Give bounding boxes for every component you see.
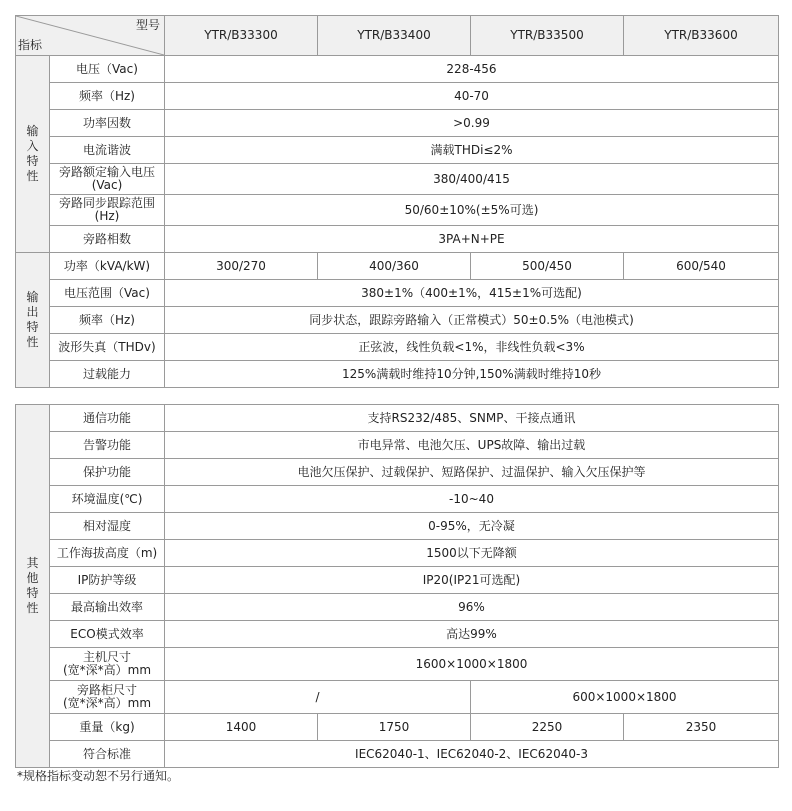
row-label: 符合标准: [50, 741, 165, 768]
row-label: 频率（Hz): [50, 307, 165, 334]
row-label: IP防护等级: [50, 567, 165, 594]
row-value: 228-456: [165, 56, 779, 83]
table-row: [16, 432, 779, 459]
model-column-header: YTR/B33600: [624, 16, 779, 56]
table-row: [16, 334, 779, 361]
row-label: 旁路柜尺寸 (宽*深*高）mm: [50, 681, 165, 714]
row-value: 电池欠压保护、过载保护、短路保护、过温保护、输入欠压保护等: [165, 459, 779, 486]
row-value: 同步状态，跟踪旁路输入（正常模式）50±0.5%（电池模式): [165, 307, 779, 334]
table-row: [16, 621, 779, 648]
table-row: [16, 741, 779, 768]
row-value: 1750: [318, 714, 471, 741]
table-row: [16, 486, 779, 513]
row-value: 3PA+N+PE: [165, 226, 779, 253]
row-value: 380±1%（400±1%，415±1%可选配): [165, 280, 779, 307]
row-label: 电流谐波: [50, 137, 165, 164]
row-value: IP20(IP21可选配): [165, 567, 779, 594]
row-label: 环境温度(℃): [50, 486, 165, 513]
table-row: [16, 567, 779, 594]
row-label: 保护功能: [50, 459, 165, 486]
row-value: 2350: [624, 714, 779, 741]
row-value: 400/360: [318, 253, 471, 280]
table-row: [16, 648, 779, 681]
index-header-label: 指标: [18, 38, 43, 52]
row-value: IEC62040-1、IEC62040-2、IEC62040-3: [165, 741, 779, 768]
spec-table-other: [15, 404, 779, 768]
model-header-label: 型号: [135, 18, 160, 32]
table-header-row: [16, 16, 779, 56]
table-row: [16, 110, 779, 137]
row-value: 市电异常、电池欠压、UPS故障、输出过载: [165, 432, 779, 459]
table-row: [16, 594, 779, 621]
model-column-header: YTR/B33300: [165, 16, 318, 56]
row-label: 波形失真（THDv): [50, 334, 165, 361]
spec-table-electrical: [15, 15, 779, 388]
row-label: 电压范围（Vac): [50, 280, 165, 307]
row-label: 频率（Hz): [50, 83, 165, 110]
model-column-header: YTR/B33400: [318, 16, 471, 56]
row-value: 500/450: [471, 253, 624, 280]
section-title-other: 其 他 特 性: [16, 405, 50, 768]
row-label: ECO模式效率: [50, 621, 165, 648]
row-value: 1400: [165, 714, 318, 741]
row-label: 过载能力: [50, 361, 165, 388]
row-value: /: [165, 681, 471, 714]
table-row: [16, 459, 779, 486]
row-value: 高达99%: [165, 621, 779, 648]
row-label: 重量（kg): [50, 714, 165, 741]
row-label: 旁路相数: [50, 226, 165, 253]
table-row: [16, 681, 779, 714]
row-label: 旁路额定输入电压 (Vac): [50, 164, 165, 195]
table-row: [16, 83, 779, 110]
row-value: 50/60±10%(±5%可选): [165, 195, 779, 226]
table-row: [16, 361, 779, 388]
row-label: 功率因数: [50, 110, 165, 137]
row-value: 300/270: [165, 253, 318, 280]
table-row: [16, 56, 779, 83]
row-label: 工作海拔高度（m): [50, 540, 165, 567]
row-value: 125%满载时维持10分钟,150%满载时维持10秒: [165, 361, 779, 388]
table-row: [16, 164, 779, 195]
table-row: [16, 540, 779, 567]
row-value: 支持RS232/485、SNMP、干接点通讯: [165, 405, 779, 432]
model-column-header: YTR/B33500: [471, 16, 624, 56]
row-label: 告警功能: [50, 432, 165, 459]
table-row: [16, 195, 779, 226]
row-label: 主机尺寸 (宽*深*高）mm: [50, 648, 165, 681]
footnote: *规格指标变动恕不另行通知。: [17, 769, 180, 783]
table-row: [16, 513, 779, 540]
table-row: [16, 137, 779, 164]
table-row: [16, 714, 779, 741]
section-title-output: 输 出 特 性: [16, 253, 50, 388]
table-row: [16, 307, 779, 334]
row-value: 1600×1000×1800: [165, 648, 779, 681]
row-value: 正弦波，线性负载<1%，非线性负载<3%: [165, 334, 779, 361]
row-value: 40-70: [165, 83, 779, 110]
row-value: 96%: [165, 594, 779, 621]
row-label: 最高输出效率: [50, 594, 165, 621]
row-label: 功率（kVA/kW): [50, 253, 165, 280]
row-value: 2250: [471, 714, 624, 741]
row-value: 380/400/415: [165, 164, 779, 195]
row-label: 电压（Vac): [50, 56, 165, 83]
row-value: 1500以下无降额: [165, 540, 779, 567]
row-value: >0.99: [165, 110, 779, 137]
table-row: [16, 280, 779, 307]
row-label: 通信功能: [50, 405, 165, 432]
row-label: 相对湿度: [50, 513, 165, 540]
header-diagonal-cell: [16, 16, 165, 56]
row-value: 600/540: [624, 253, 779, 280]
row-value: 满载THDi≤2%: [165, 137, 779, 164]
table-row: [16, 226, 779, 253]
table-row: [16, 253, 779, 280]
row-value: -10~40: [165, 486, 779, 513]
row-value: 0-95%，无冷凝: [165, 513, 779, 540]
row-value: 600×1000×1800: [471, 681, 779, 714]
section-title-input: 输 入 特 性: [16, 56, 50, 253]
row-label: 旁路同步跟踪范围 (Hz): [50, 195, 165, 226]
table-row: [16, 405, 779, 432]
